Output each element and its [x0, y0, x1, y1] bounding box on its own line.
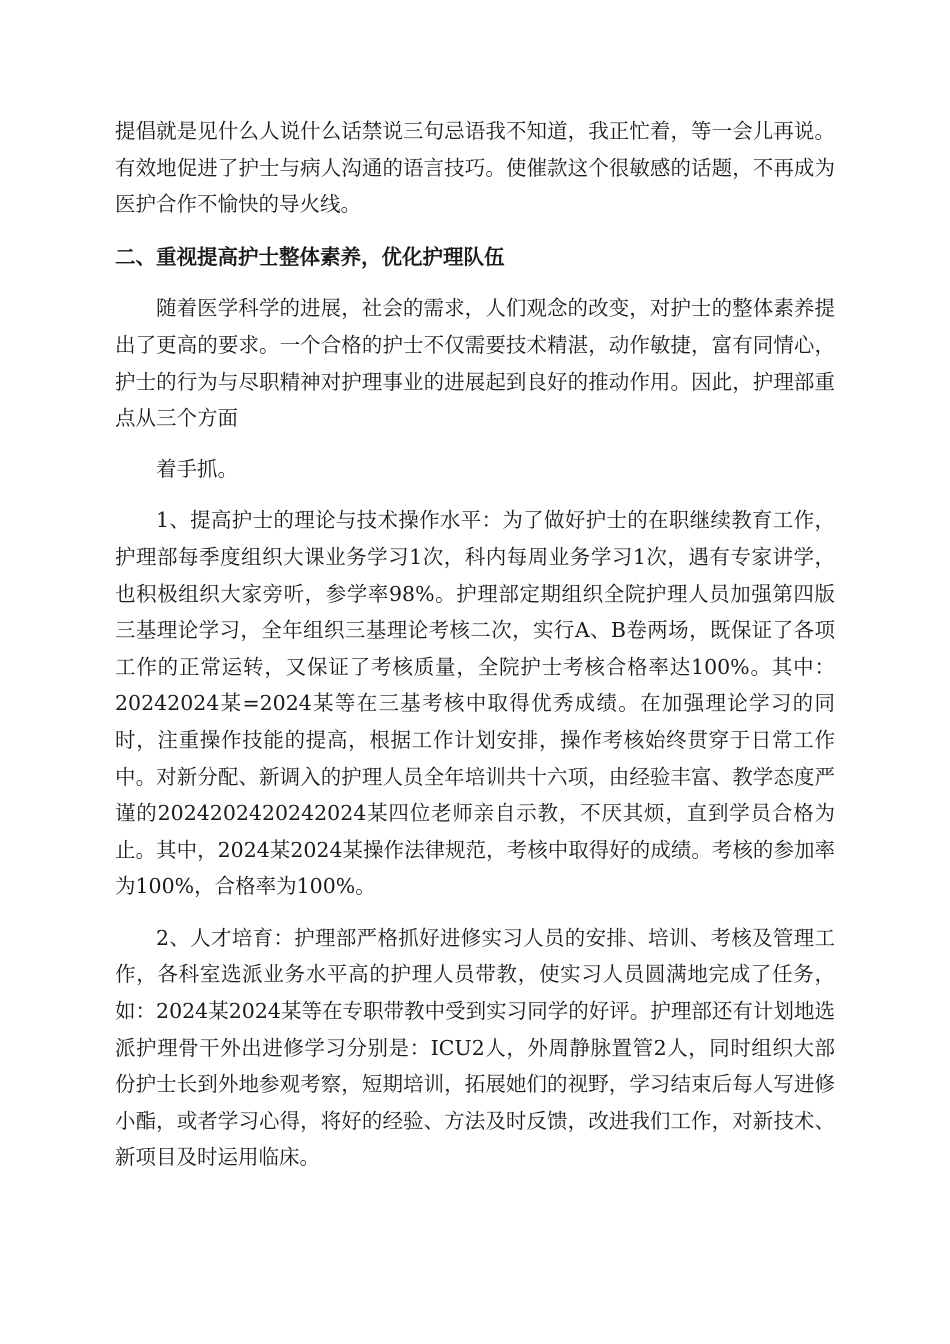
document-page: [115, 113, 835, 1176]
paragraph-talent-training: 2、人才培育：护理部严格抓好进修实习人员的安排、培训、考核及管理工作，各科室选派业务水平高的护理人员带教，使实习人员圆满地完成了任务，如：2024某2024某等在专职带教中受到实习同学的好评。护理部还有计划地选派护理骨干外出进修学习分别是：ICU2人，外周静脉置管2人，同时组织大部份护士长到外地参观考察，短期培训，拓展她们的视野，学习结束后每人写进修小酯，或者学习心得，将好的经验、方法及时反馈，改进我们工作，对新技术、新项目及时运用临床。: [115, 925, 835, 1170]
section-heading: 二、重视提高护士整体素养，优化护理队伍: [115, 244, 505, 269]
paragraph-quality-requirements: 随着医学科学的进展，社会的需求，人们观念的改变，对护士的整体素养提出了更高的要求。一个合格的护士不仅需要技术精湛，动作敏捷，富有同情心，护士的行为与尽职精神对护理事业的进展起到良好的推动作用。因此，护理部重点从三个方面: [115, 296, 835, 431]
paragraph-communication: 提倡就是见什么人说什么话禁说三句忌语我不知道，我正忙着，等一会儿再说。有效地促进了护士与病人沟通的语言技巧。使催款这个很敏感的话题，不再成为医护合作不愉快的导火线。: [115, 119, 835, 217]
paragraph-theory-skills: 1、提高护士的理论与技术操作水平：为了做好护士的在职继续教育工作，护理部每季度组织大课业务学习1次，科内每周业务学习1次，遇有专家讲学，也积极组织大家旁听，参学率98%。护理部定期组织全院护理人员加强第四版三基理论学习，全年组织三基理论考核二次，实行A、B卷两场，既保证了各项工作的正常运转，又保证了考核质量，全院护士考核合格率达100%。其中：20242024某=2024某等在三基考核中取得优秀成绩。在加强理论学习的同时，注重操作技能的提高，根据工作计划安排，操作考核始终贯穿于日常工作中。对新分配、新调入的护理人员全年培训共十六项，由经验丰富、教学态度严谨的2024202420242024某四位老师亲自示教，不厌其烦，直到学员合格为止。其中，2024某2024某操作法律规范，考核中取得好的成绩。考核的参加率为100%，合格率为100%。: [115, 508, 835, 899]
paragraph-start-point: 着手抓。: [156, 456, 238, 481]
